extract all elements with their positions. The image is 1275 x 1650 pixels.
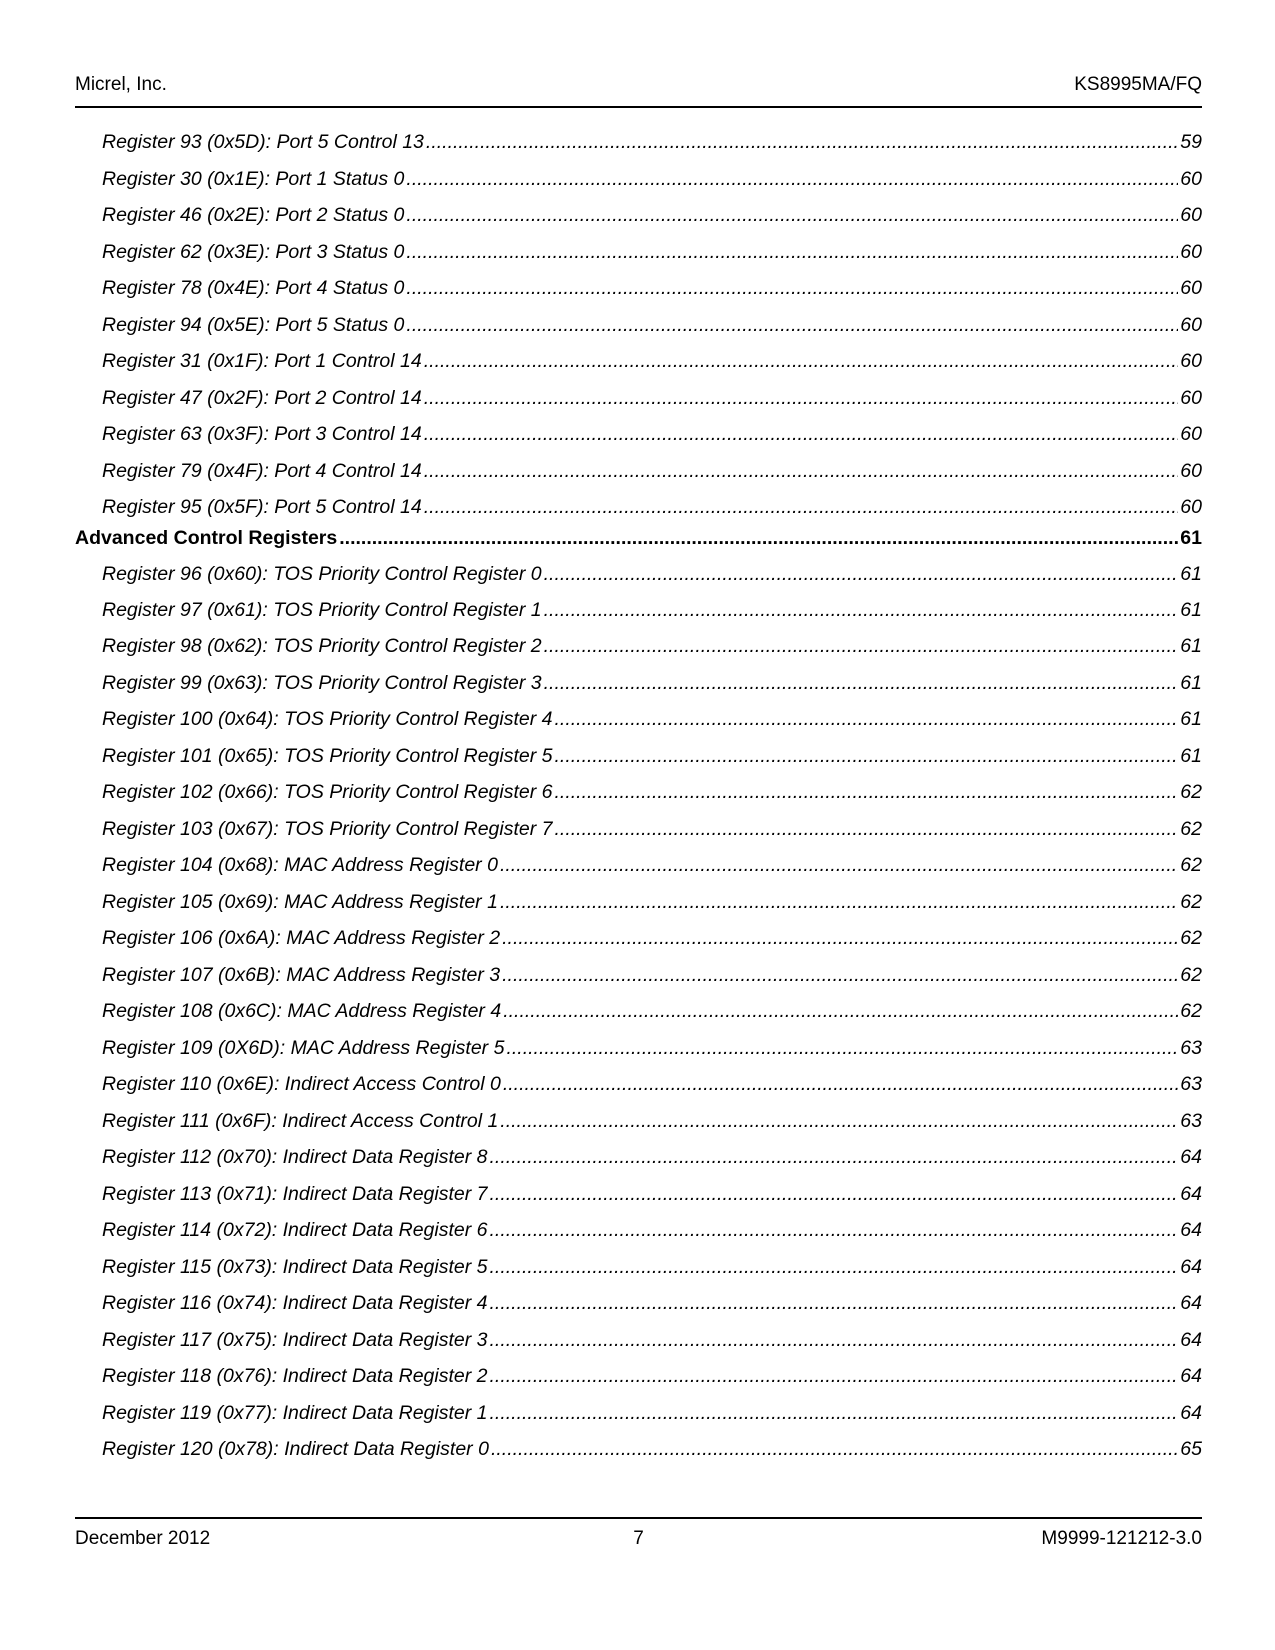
toc-entry-page: 62: [1180, 781, 1202, 803]
toc-entry-page: 60: [1180, 423, 1202, 445]
toc-leader-dots: [406, 314, 1178, 337]
toc-entry[interactable]: [75, 1110, 1202, 1147]
toc-entry-page: 60: [1180, 386, 1202, 409]
toc-entry-page: 60: [1180, 496, 1202, 518]
toc-entry[interactable]: [75, 745, 1202, 782]
toc-entry-label: Register 97 (0x61): TOS Priority Control Register 1: [102, 598, 542, 621]
toc-entry[interactable]: [75, 927, 1202, 964]
toc-leader-dots: [406, 204, 1178, 227]
company-name: Micrel, Inc.: [75, 74, 167, 95]
toc-entry-label: Register 62 (0x3E): Port 3 Status 0: [102, 240, 405, 263]
toc-entry-label: Register 46 (0x2E): Port 2 Status 0: [102, 204, 405, 226]
toc-entry-label: Register 63 (0x3F): Port 3 Control 14: [102, 423, 422, 445]
toc-entry-page: 61: [1180, 598, 1202, 621]
toc-entry[interactable]: [75, 423, 1202, 460]
toc-entry-label: Register 101 (0x65): TOS Priority Control Register 5: [102, 744, 553, 767]
toc-entry-page: 61: [1180, 744, 1202, 767]
toc-leader-dots: [339, 527, 1178, 550]
toc-entry[interactable]: [75, 460, 1202, 497]
toc-entry-page: 61: [1180, 562, 1202, 585]
toc-entry[interactable]: [75, 635, 1202, 672]
toc-leader-dots: [554, 708, 1178, 731]
page-header: [75, 74, 1202, 108]
toc-entry-label: Register 118 (0x76): Indirect Data Register 2: [102, 1365, 488, 1387]
toc-leader-dots: [502, 927, 1178, 950]
toc-entry[interactable]: [75, 1146, 1202, 1183]
toc-entry-label: Register 107 (0x6B): MAC Address Register 3: [102, 963, 501, 986]
toc-entry-label: Register 113 (0x71): Indirect Data Register 7: [102, 1182, 488, 1205]
toc-entry-page: 60: [1180, 313, 1202, 336]
toc-entry-label: Register 119 (0x77): Indirect Data Register 1: [102, 1401, 488, 1424]
toc-entry-label: Register 102 (0x66): TOS Priority Control Register 6: [102, 781, 553, 803]
toc-entry-page: 62: [1180, 963, 1202, 986]
toc-entry-label: Register 98 (0x62): TOS Priority Control Register 2: [102, 635, 542, 657]
toc-entry[interactable]: [75, 781, 1202, 818]
toc-entry-label: Register 79 (0x4F): Port 4 Control 14: [102, 459, 422, 482]
toc-entry-page: 60: [1180, 240, 1202, 263]
toc-entry[interactable]: [75, 1037, 1202, 1074]
toc-leader-dots: [490, 1402, 1179, 1425]
toc-entry-page: 64: [1180, 1182, 1202, 1205]
toc-leader-dots: [490, 1329, 1179, 1352]
toc-entry-label: Register 108 (0x6C): MAC Address Register 4: [102, 1000, 502, 1022]
toc-entry[interactable]: [75, 1292, 1202, 1329]
toc-entry-page: 61: [1180, 635, 1202, 657]
toc-leader-dots: [544, 672, 1179, 695]
toc-entry[interactable]: [75, 1256, 1202, 1293]
toc-entry[interactable]: [75, 314, 1202, 351]
toc-entry-label: Register 99 (0x63): TOS Priority Control Register 3: [102, 671, 542, 694]
toc-leader-dots: [424, 460, 1179, 483]
toc-leader-dots: [426, 131, 1178, 154]
toc-leader-dots: [490, 1365, 1179, 1388]
toc-entry[interactable]: [75, 1183, 1202, 1220]
toc-entry-page: 65: [1180, 1438, 1202, 1460]
toc-entry-page: 64: [1180, 1219, 1202, 1241]
toc-entry-label: Register 100 (0x64): TOS Priority Control Register 4: [102, 708, 553, 730]
toc-leader-dots: [406, 241, 1178, 264]
toc-entry-label: Register 115 (0x73): Indirect Data Register 5: [102, 1255, 488, 1278]
toc-entry[interactable]: [75, 387, 1202, 424]
toc-entry-label: Register 104 (0x68): MAC Address Register 0: [102, 854, 498, 876]
page-footer: [75, 1517, 1202, 1549]
toc-entry-label: Register 103 (0x67): TOS Priority Control Register 7: [102, 817, 553, 840]
toc-entry[interactable]: [75, 708, 1202, 745]
toc-leader-dots: [491, 1438, 1178, 1461]
toc-entry-page: 62: [1180, 890, 1202, 913]
toc-entry-label: Register 93 (0x5D): Port 5 Control 13: [102, 131, 424, 153]
toc-entry-page: 62: [1180, 927, 1202, 949]
toc-leader-dots: [424, 496, 1179, 519]
toc-entry-label: Register 114 (0x72): Indirect Data Register 6: [102, 1219, 488, 1241]
toc-entry-label: Register 117 (0x75): Indirect Data Register 3: [102, 1328, 488, 1351]
toc-entry-page: 62: [1180, 817, 1202, 840]
toc-entry[interactable]: [75, 557, 1202, 599]
toc-leader-dots: [502, 964, 1178, 987]
toc-leader-dots: [424, 387, 1179, 410]
toc-entry[interactable]: [75, 1219, 1202, 1256]
toc-entry[interactable]: [75, 168, 1202, 205]
toc-entry-page: 61: [1180, 708, 1202, 730]
toc-entry[interactable]: [75, 1073, 1202, 1110]
toc-entry-label: Register 78 (0x4E): Port 4 Status 0: [102, 277, 405, 299]
toc-entry-label: Register 110 (0x6E): Indirect Access Control 0: [102, 1073, 501, 1095]
toc-entry-label: Register 116 (0x74): Indirect Data Register 4: [102, 1292, 488, 1314]
toc-entry-label: Register 109 (0X6D): MAC Address Register 5: [102, 1036, 505, 1059]
toc-entry-label: Register 31 (0x1F): Port 1 Control 14: [102, 350, 422, 372]
toc-leader-dots: [554, 781, 1178, 804]
toc-entry-page: 64: [1180, 1255, 1202, 1278]
toc-leader-dots: [490, 1256, 1179, 1279]
toc-leader-dots: [424, 350, 1179, 373]
toc-entry[interactable]: [75, 241, 1202, 278]
toc-leader-dots: [406, 168, 1178, 191]
toc-leader-dots: [490, 1219, 1179, 1242]
toc-leader-dots: [554, 745, 1178, 768]
toc-entry-page: 64: [1180, 1365, 1202, 1387]
toc-entry-label: Register 30 (0x1E): Port 1 Status 0: [102, 167, 405, 190]
toc-entry[interactable]: [75, 1000, 1202, 1037]
toc-leader-dots: [506, 1037, 1178, 1060]
toc-entry[interactable]: [75, 854, 1202, 891]
toc-entry[interactable]: [75, 1329, 1202, 1366]
toc-leader-dots: [554, 818, 1178, 841]
toc-entry-page: 63: [1180, 1036, 1202, 1059]
part-number: KS8995MA/FQ: [1074, 74, 1202, 95]
toc-entry-label: Register 105 (0x69): MAC Address Register 1: [102, 890, 498, 913]
toc-entry-label: Register 96 (0x60): TOS Priority Control Register 0: [102, 562, 542, 585]
toc-entry-page: 61: [1180, 671, 1202, 694]
toc-leader-dots: [544, 599, 1179, 622]
toc-entry-page: 64: [1180, 1146, 1202, 1168]
toc-leader-dots: [500, 891, 1178, 914]
toc-entry[interactable]: [75, 350, 1202, 387]
toc-entry-label: Register 111 (0x6F): Indirect Access Control 1: [102, 1109, 499, 1132]
footer-doc-number: M9999-121212-3.0: [1041, 1528, 1202, 1549]
toc-entry-page: 62: [1180, 854, 1202, 876]
toc-entry[interactable]: [75, 672, 1202, 709]
toc-entry-page: 61: [1180, 526, 1202, 549]
toc-entry[interactable]: [75, 964, 1202, 1001]
toc-entry-label: Register 112 (0x70): Indirect Data Register 8: [102, 1146, 488, 1168]
toc-entry-label: Advanced Control Registers: [75, 526, 338, 549]
toc-leader-dots: [503, 1073, 1178, 1096]
toc-entry[interactable]: [75, 891, 1202, 928]
footer-page-number: 7: [633, 1528, 644, 1549]
toc-entry[interactable]: [75, 131, 1202, 168]
toc-entry[interactable]: [75, 1438, 1202, 1475]
toc-entry-page: 63: [1180, 1073, 1202, 1095]
toc-leader-dots: [500, 854, 1178, 877]
toc-entry-label: Register 120 (0x78): Indirect Data Register 0: [102, 1438, 489, 1460]
toc-leader-dots: [500, 1110, 1178, 1133]
toc-entry-label: Register 95 (0x5F): Port 5 Control 14: [102, 496, 422, 518]
toc-leader-dots: [424, 423, 1179, 446]
toc-entry-page: 60: [1180, 167, 1202, 190]
toc-leader-dots: [490, 1146, 1179, 1169]
toc-entry[interactable]: [75, 1365, 1202, 1402]
toc-entry-label: Register 94 (0x5E): Port 5 Status 0: [102, 313, 405, 336]
toc-entry-page: 63: [1180, 1109, 1202, 1132]
toc-leader-dots: [490, 1183, 1179, 1206]
toc-entry-page: 64: [1180, 1401, 1202, 1424]
toc-entry[interactable]: [75, 599, 1202, 636]
toc-entry[interactable]: [75, 204, 1202, 241]
toc-leader-dots: [490, 1292, 1179, 1315]
toc-entry[interactable]: [75, 1402, 1202, 1439]
toc-entry-page: 60: [1180, 459, 1202, 482]
table-of-contents: [75, 131, 1202, 1475]
toc-entry-page: 60: [1180, 277, 1202, 299]
toc-leader-dots: [544, 563, 1179, 586]
toc-entry[interactable]: [75, 277, 1202, 314]
toc-leader-dots: [503, 1000, 1178, 1023]
toc-leader-dots: [544, 635, 1179, 658]
toc-entry-page: 59: [1180, 131, 1202, 153]
toc-leader-dots: [406, 277, 1178, 300]
toc-entry-page: 64: [1180, 1328, 1202, 1351]
toc-entry-page: 64: [1180, 1292, 1202, 1314]
toc-entry-page: 60: [1180, 204, 1202, 226]
footer-date: December 2012: [75, 1528, 211, 1549]
toc-entry[interactable]: [75, 818, 1202, 855]
toc-entry-label: Register 47 (0x2F): Port 2 Control 14: [102, 386, 422, 409]
toc-entry-page: 62: [1180, 1000, 1202, 1022]
toc-entry-page: 60: [1180, 350, 1202, 372]
toc-entry-label: Register 106 (0x6A): MAC Address Register 2: [102, 927, 501, 949]
